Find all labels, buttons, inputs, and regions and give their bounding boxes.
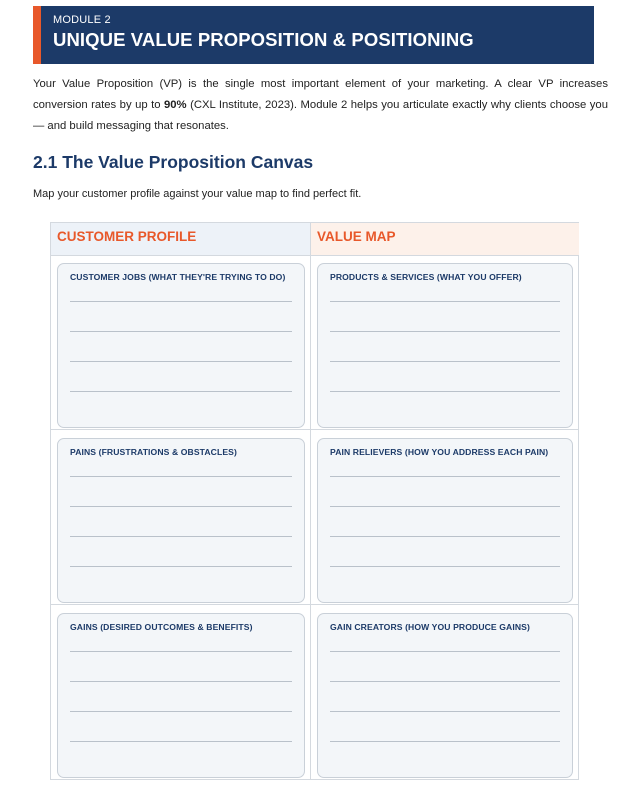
write-line bbox=[330, 711, 560, 712]
write-line bbox=[70, 301, 292, 302]
gain-creators-card[interactable] bbox=[317, 613, 573, 778]
module-banner bbox=[33, 6, 594, 64]
write-line bbox=[70, 476, 292, 477]
intro-paragraph bbox=[33, 74, 608, 137]
write-line bbox=[70, 536, 292, 537]
value-proposition-canvas bbox=[50, 222, 579, 780]
card-label: PAIN RELIEVERS (HOW YOU ADDRESS EACH PAIN) bbox=[330, 447, 549, 457]
write-line bbox=[330, 331, 560, 332]
write-line bbox=[70, 506, 292, 507]
write-line bbox=[330, 741, 560, 742]
customer-jobs-card[interactable] bbox=[57, 263, 305, 428]
section-heading: 2.1 The Value Proposition Canvas bbox=[33, 152, 314, 172]
write-line bbox=[330, 476, 560, 477]
value-map-header: VALUE MAP bbox=[311, 223, 579, 255]
card-label: CUSTOMER JOBS (WHAT THEY'RE TRYING TO DO) bbox=[70, 272, 286, 282]
intro-highlight: 90% bbox=[163, 99, 187, 111]
write-line bbox=[70, 331, 292, 332]
card-label: PAINS (FRUSTRATIONS & OBSTACLES) bbox=[70, 447, 237, 457]
write-line bbox=[70, 361, 292, 362]
write-line bbox=[70, 566, 292, 567]
gains-card[interactable] bbox=[57, 613, 305, 778]
write-line bbox=[330, 681, 560, 682]
row-divider bbox=[51, 604, 578, 605]
column-divider bbox=[310, 223, 311, 779]
card-label: GAIN CREATORS (HOW YOU PRODUCE GAINS) bbox=[330, 622, 530, 632]
row-divider bbox=[51, 255, 578, 256]
write-line bbox=[330, 391, 560, 392]
write-line bbox=[330, 361, 560, 362]
write-line bbox=[70, 651, 292, 652]
pains-card[interactable] bbox=[57, 438, 305, 603]
row-divider bbox=[51, 429, 578, 430]
intro-text-after: (CXL Institute, 2023). Module 2 helps you articulate exactly why clients choose you — and build messaging that resonates. bbox=[33, 99, 608, 132]
section-subtitle: Map your customer profile against your value map to find perfect fit. bbox=[33, 188, 362, 200]
write-line bbox=[70, 391, 292, 392]
customer-profile-header: CUSTOMER PROFILE bbox=[51, 223, 310, 255]
write-line bbox=[330, 506, 560, 507]
module-kicker: MODULE 2 bbox=[53, 14, 111, 26]
card-label: GAINS (DESIRED OUTCOMES & BENEFITS) bbox=[70, 622, 253, 632]
write-line bbox=[70, 741, 292, 742]
write-line bbox=[330, 651, 560, 652]
card-label: PRODUCTS & SERVICES (WHAT YOU OFFER) bbox=[330, 272, 522, 282]
write-line bbox=[70, 711, 292, 712]
write-line bbox=[330, 301, 560, 302]
module-title: UNIQUE VALUE PROPOSITION & POSITIONING bbox=[53, 29, 474, 50]
write-line bbox=[330, 566, 560, 567]
pain-relievers-card[interactable] bbox=[317, 438, 573, 603]
products-services-card[interactable] bbox=[317, 263, 573, 428]
intro-text-before: Your Value Proposition (VP) is the single most important element of your marketing. A clear VP increases conversion rates by up to bbox=[33, 78, 608, 111]
write-line bbox=[330, 536, 560, 537]
write-line bbox=[70, 681, 292, 682]
